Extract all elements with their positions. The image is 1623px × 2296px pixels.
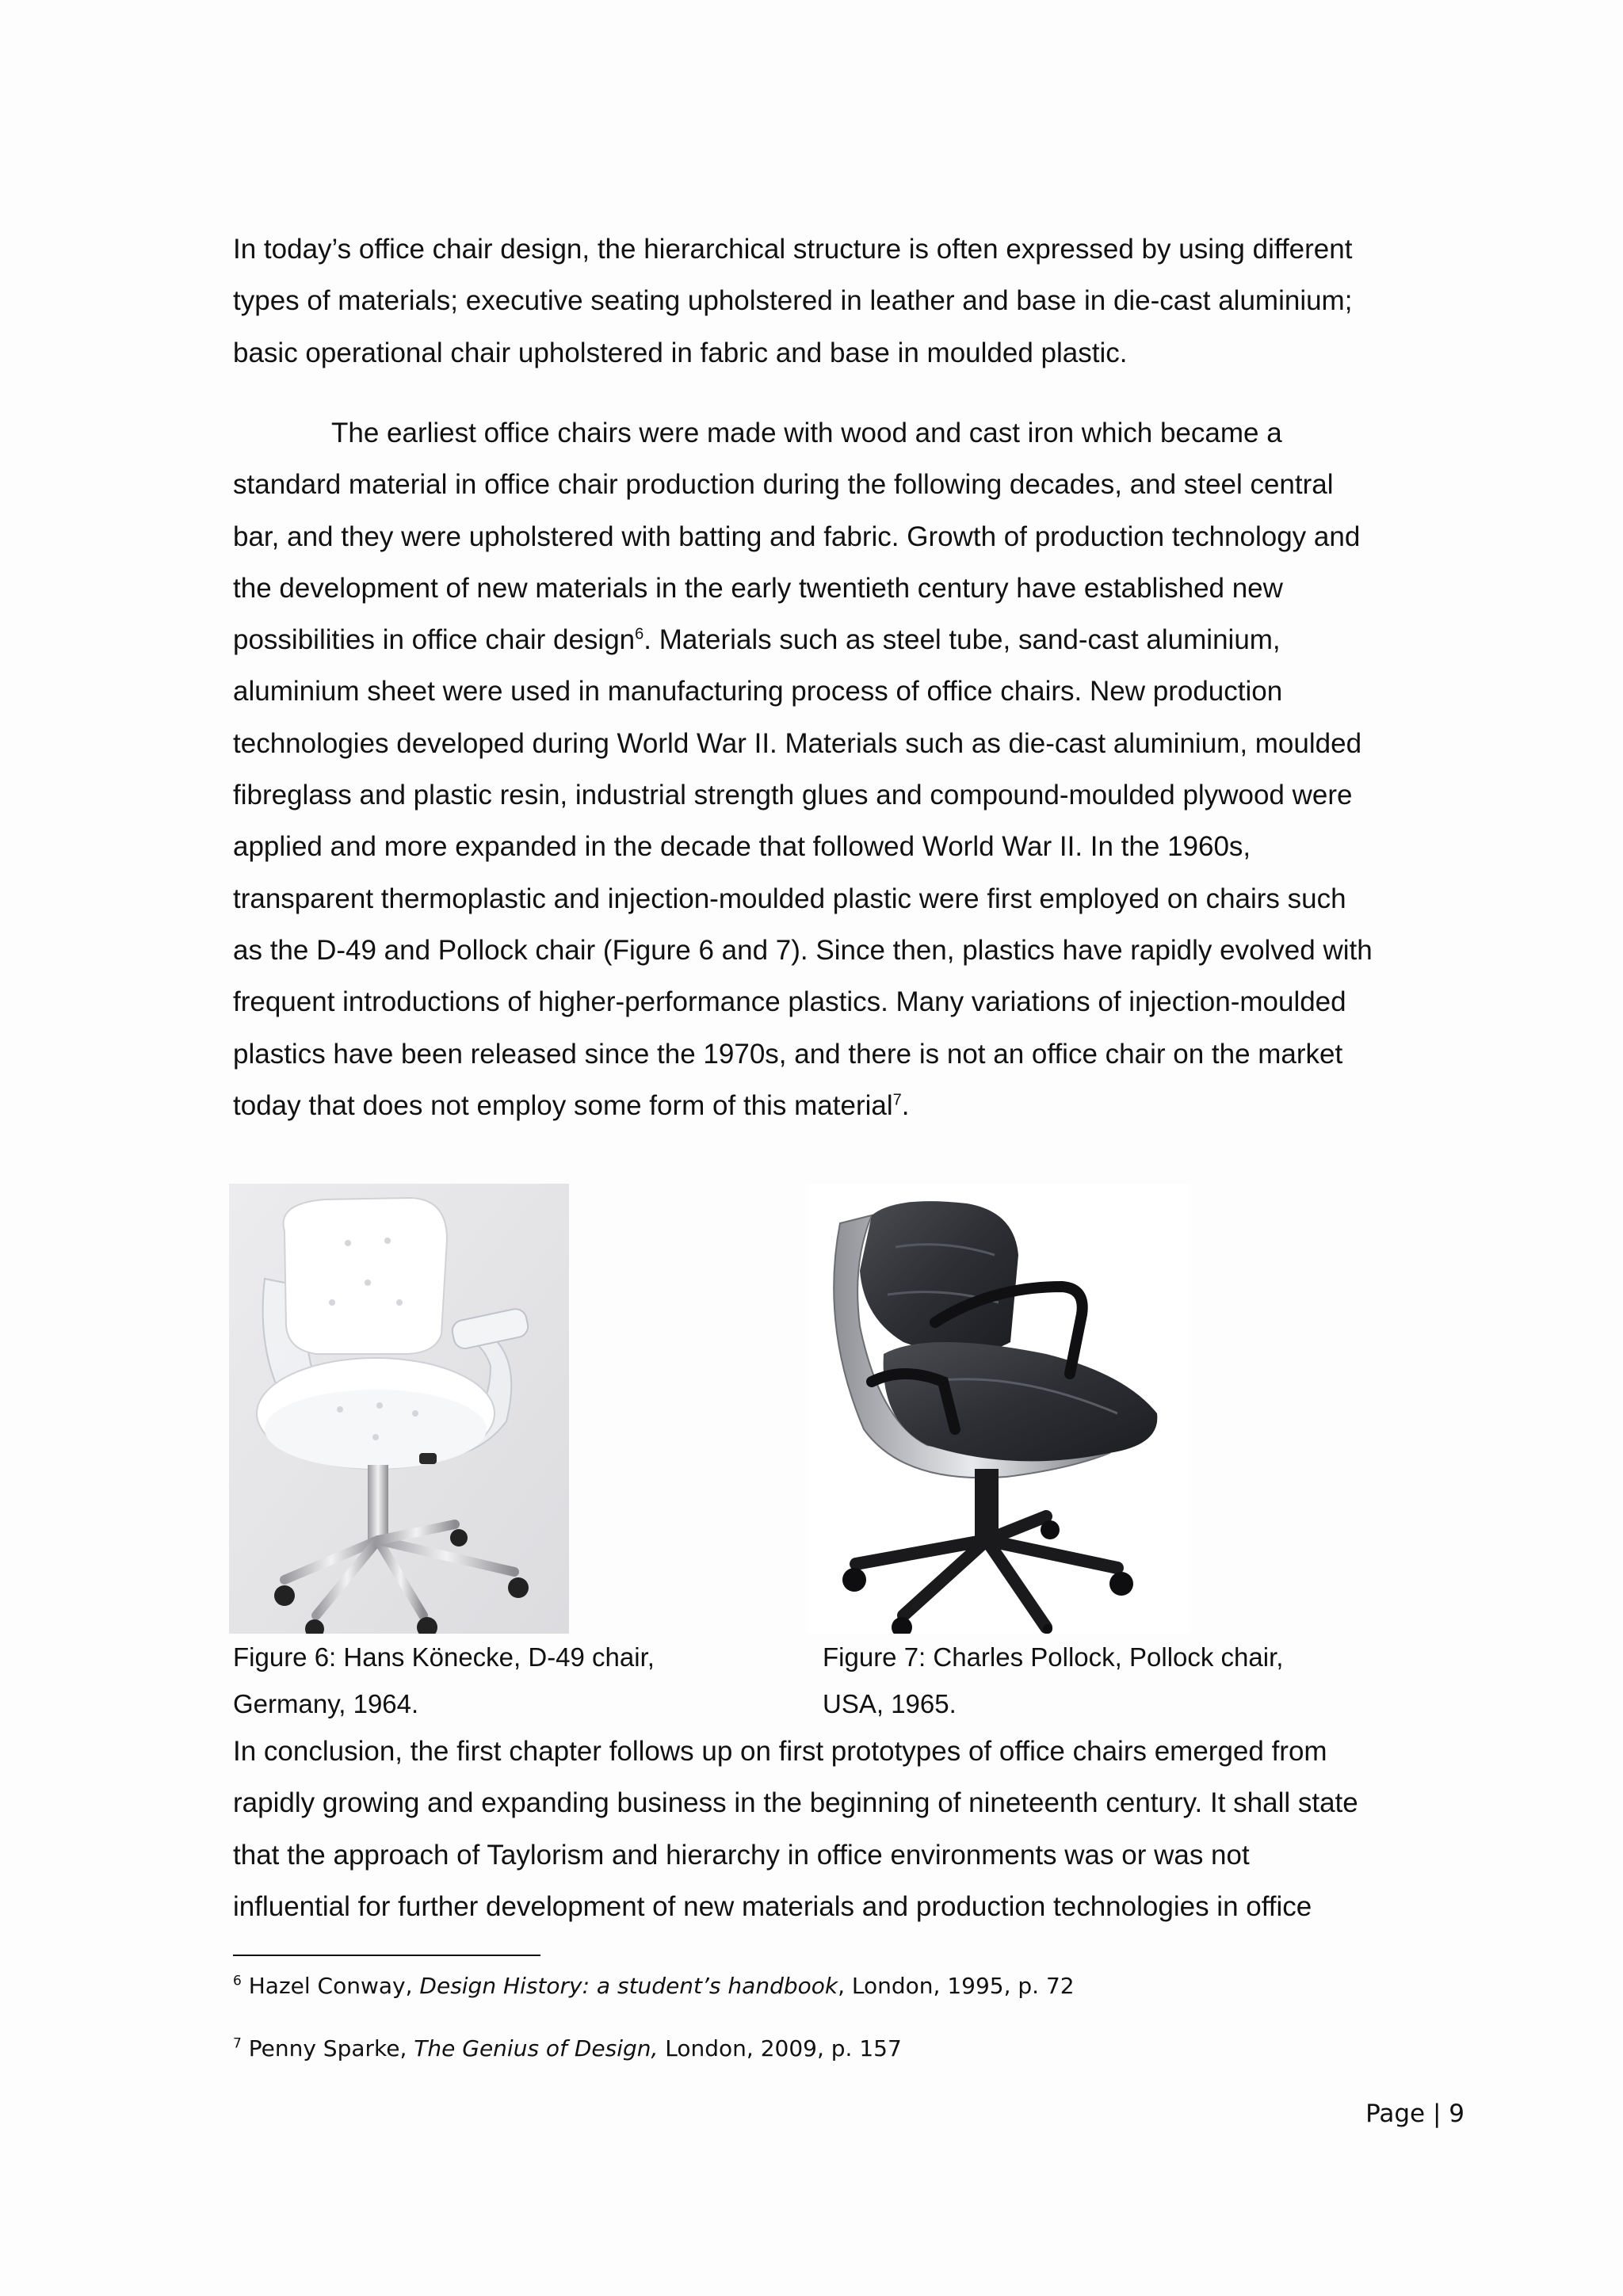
d49-chair-illustration xyxy=(229,1184,569,1634)
paragraph-1 xyxy=(233,223,1469,379)
paragraph-line xyxy=(233,614,1469,666)
page-number: Page | 9 xyxy=(1365,2100,1465,2128)
paragraph-line: fibreglass and plastic resin, industrial strength glues and compound-moulded plywood were xyxy=(233,780,1353,811)
caption-line: Figure 7: Charles Pollock, Pollock chair, xyxy=(823,1642,1284,1672)
paragraph-line: In conclusion, the first chapter follows up on first prototypes of office chairs emerged from xyxy=(233,1736,1327,1767)
text-run: . Materials such as steel tube, sand-cast aluminium, xyxy=(643,624,1281,656)
paragraph-line: frequent introductions of higher-performance plastics. Many variations of injection-moulded xyxy=(233,986,1346,1018)
paragraph-line: aluminium sheet were used in manufacturing process of office chairs. New production xyxy=(233,676,1283,707)
figure-6-caption xyxy=(233,1634,756,1727)
paragraph-line: technologies developed during World War II. Materials such as die-cast aluminium, moulded xyxy=(233,727,1362,759)
footnote-ref-7[interactable]: 7 xyxy=(892,1091,902,1109)
text-run: . xyxy=(901,1089,910,1121)
footnote-title: Design History: a student’s handbook xyxy=(419,1973,838,1999)
footnote-rest: , London, 1995, p. 72 xyxy=(838,1973,1075,1999)
paragraph-line: transparent thermoplastic and injection-moulded plastic were first employed on chairs such xyxy=(233,883,1346,914)
paragraph-line: basic operational chair upholstered in fabric and base in moulded plastic. xyxy=(233,337,1128,368)
figure-7-image xyxy=(808,1184,1189,1634)
paragraph-2 xyxy=(233,407,1469,1131)
caption-line: Germany, 1964. xyxy=(233,1689,419,1718)
footnote-rest: London, 2009, p. 157 xyxy=(658,2035,902,2061)
footnote-7 xyxy=(233,2033,902,2065)
paragraph-line: bar, and they were upholstered with batting and fabric. Growth of production technology and xyxy=(233,521,1361,552)
footnote-author: Hazel Conway, xyxy=(241,1973,420,1999)
paragraph-line: the development of new materials in the early twentieth century have established new xyxy=(233,572,1283,604)
figure-6-image xyxy=(229,1184,569,1634)
footnote-6 xyxy=(233,1970,1075,2002)
footnote-separator xyxy=(233,1955,540,1956)
text-run: possibilities in office chair design xyxy=(233,624,636,656)
footnote-ref-6[interactable]: 6 xyxy=(635,625,644,643)
paragraph-line: types of materials; executive seating upholstered in leather and base in die-cast aluminium; xyxy=(233,285,1353,317)
paragraph-line: that the approach of Taylorism and hierarchy in office environments was or was not xyxy=(233,1839,1250,1871)
paragraph-line xyxy=(233,1080,1469,1131)
paragraph-line: plastics have been released since the 1970s, and there is not an office chair on the market xyxy=(233,1038,1343,1070)
paragraph-line: rapidly growing and expanding business in the beginning of nineteenth century. It shall state xyxy=(233,1787,1358,1819)
paragraph-line: standard material in office chair production during the following decades, and steel central xyxy=(233,469,1334,501)
caption-line: USA, 1965. xyxy=(823,1689,957,1718)
paragraph-line: influential for further development of new materials and production technologies in office xyxy=(233,1890,1312,1922)
paragraph-3 xyxy=(233,1726,1469,1932)
paragraph-line: applied and more expanded in the decade that followed World War II. In the 1960s, xyxy=(233,831,1251,863)
footnote-title: The Genius of Design, xyxy=(414,2035,659,2061)
paragraph-line: The earliest office chairs were made with wood and cast iron which became a xyxy=(331,418,1282,448)
pollock-chair-illustration xyxy=(808,1184,1189,1634)
footnote-author: Penny Sparke, xyxy=(241,2035,414,2061)
figure-7-caption xyxy=(823,1634,1425,1727)
caption-line: Figure 6: Hans Könecke, D-49 chair, xyxy=(233,1642,655,1672)
paragraph-line: as the D-49 and Pollock chair (Figure 6 and 7). Since then, plastics have rapidly evolved with xyxy=(233,934,1373,966)
footnote-number: 6 xyxy=(233,1973,242,1989)
footnote-number: 7 xyxy=(233,2035,242,2052)
text-run: today that does not employ some form of this material xyxy=(233,1089,893,1121)
paragraph-line: In today’s office chair design, the hierarchical structure is often expressed by using different xyxy=(233,234,1353,265)
